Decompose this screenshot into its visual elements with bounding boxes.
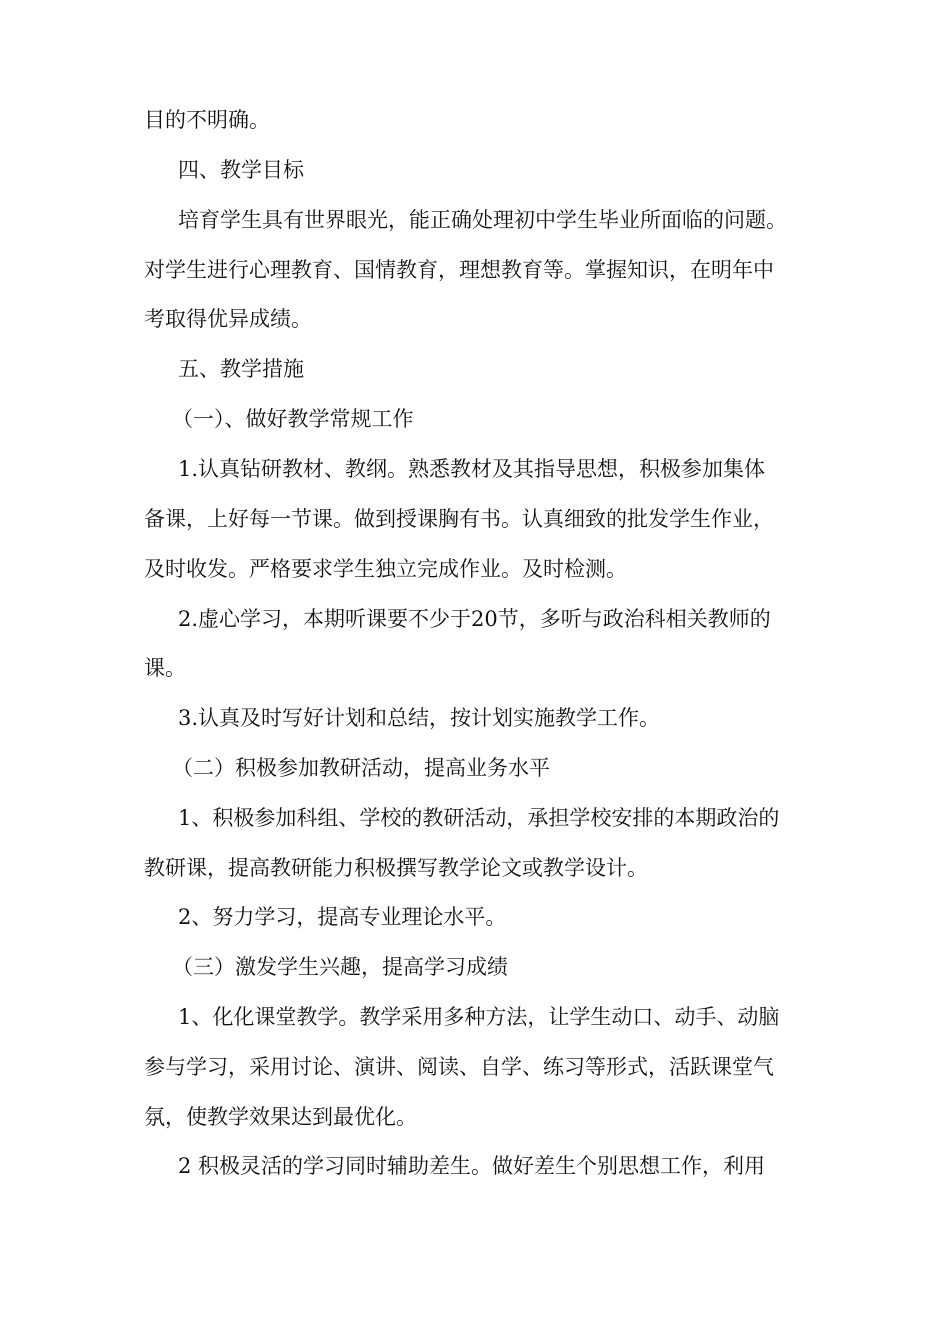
paragraph-line: 考取得优异成绩。 (144, 307, 312, 331)
paragraph-line: 2、努力学习，提高专业理论水平。 (178, 905, 507, 929)
section-heading-5: 五、教学措施 (178, 357, 304, 381)
paragraph-line: 2.虚心学习，本期听课要不少于20节，多听与政治科相关教师的 (178, 607, 771, 631)
paragraph-line: 培育学生具有世界眼光，能正确处理初中学生毕业所面临的问题。 (178, 208, 787, 232)
paragraph-line: 1、积极参加科组、学校的教研活动，承担学校安排的本期政治的 (178, 806, 780, 830)
paragraph-line: 2 积极灵活的学习同时辅助差生。做好差生个别思想工作，利用 (178, 1154, 766, 1178)
subsection-heading-2: （二）积极参加教研活动，提高业务水平 (172, 756, 550, 780)
paragraph-line: 备课，上好每一节课。做到授课胸有书。认真细致的批发学生作业， (144, 507, 774, 531)
paragraph-line: 教研课，提高教研能力积极撰写教学论文或教学设计。 (144, 856, 648, 880)
paragraph-line: 参与学习，采用讨论、演讲、阅读、自学、练习等形式，活跃课堂气 (144, 1055, 774, 1079)
subsection-heading-3: （三）激发学生兴趣，提高学习成绩 (172, 955, 508, 979)
paragraph-line: 1、化化课堂教学。教学采用多种方法，让学生动口、动手、动脑 (178, 1005, 780, 1029)
paragraph-line: 氛，使教学效果达到最优化。 (144, 1105, 417, 1129)
paragraph-line: 对学生进行心理教育、国情教育，理想教育等。掌握知识，在明年中 (144, 258, 774, 282)
subsection-heading-1: （一）、做好教学常规工作 (172, 407, 414, 431)
paragraph-line: 及时收发。严格要求学生独立完成作业。及时检测。 (144, 557, 627, 581)
paragraph-line: 目的不明确。 (144, 108, 270, 132)
paragraph-line: 1.认真钻研教材、教纲。熟悉教材及其指导思想，积极参加集体 (178, 457, 766, 481)
section-heading-4: 四、教学目标 (178, 158, 304, 182)
paragraph-line: 3.认真及时写好计划和总结，按计划实施教学工作。 (178, 706, 661, 730)
paragraph-line: 课。 (144, 656, 186, 680)
